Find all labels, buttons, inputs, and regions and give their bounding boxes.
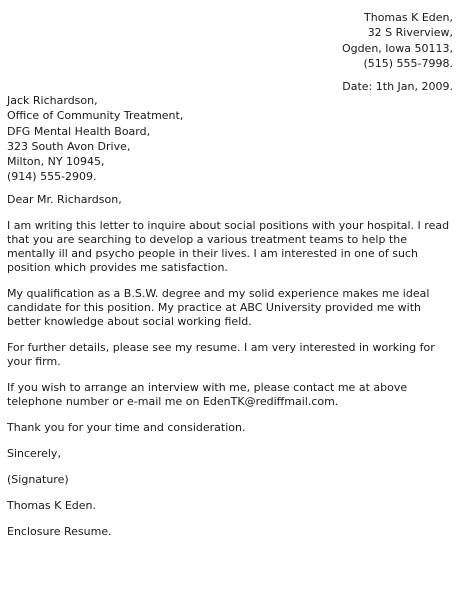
paragraph-qualification <box>7 287 457 329</box>
sender-street: 32 S Riverview, <box>367 26 453 40</box>
paragraph-line: mentally ill and psycho people in their lives. I am interested in one of such <box>7 247 418 260</box>
paragraph-thanks <box>7 421 457 435</box>
closing: Sincerely, <box>7 447 61 460</box>
paragraph-line: telephone number or e-mail me on EdenTK@rediffmail.com. <box>7 395 339 408</box>
salutation: Dear Mr. Richardson, <box>7 193 122 206</box>
signoff-name: Thomas K Eden. <box>7 499 96 512</box>
paragraph-inquiry <box>7 219 457 275</box>
recipient-address <box>7 93 183 185</box>
paragraph-contact <box>7 381 457 409</box>
paragraph-line: For further details, please see my resume. I am very interested in working for <box>7 341 435 354</box>
paragraph-details <box>7 341 457 369</box>
letter-body <box>7 193 457 551</box>
recipient-street: 323 South Avon Drive, <box>7 139 131 153</box>
sender-address <box>342 10 453 71</box>
paragraph-line: candidate for this position. My practice at ABC University provided me with <box>7 301 422 314</box>
recipient-name: Jack Richardson, <box>7 94 98 107</box>
recipient-city: Milton, NY 10945, <box>7 155 105 169</box>
sender-name: Thomas K Eden, <box>364 11 453 24</box>
letter-date: Date: 1th Jan, 2009. <box>342 80 453 93</box>
enclosure: Enclosure Resume. <box>7 525 112 538</box>
paragraph-line: I am writing this letter to inquire about social positions with your hospital. I read <box>7 219 450 232</box>
recipient-phone: (914) 555-2909. <box>7 170 97 184</box>
paragraph-line: better knowledge about social working field. <box>7 315 252 328</box>
recipient-office: Office of Community Treatment, <box>7 109 184 123</box>
paragraph-line: My qualification as a B.S.W. degree and my solid experience makes me ideal <box>7 287 430 300</box>
paragraph-line: that you are searching to develop a various treatment teams to help the <box>7 233 408 246</box>
paragraph-line: If you wish to arrange an interview with me, please contact me at above <box>7 381 408 394</box>
paragraph-line: your firm. <box>7 355 61 368</box>
paragraph-line: position which provides me satisfaction. <box>7 261 228 274</box>
sender-city: Ogden, Iowa 50113, <box>341 41 453 55</box>
sender-phone: (515) 555-7998. <box>363 56 453 70</box>
signature: (Signature) <box>7 473 69 486</box>
recipient-org: DFG Mental Health Board, <box>7 124 151 138</box>
paragraph-line: Thank you for your time and consideration. <box>7 421 246 434</box>
